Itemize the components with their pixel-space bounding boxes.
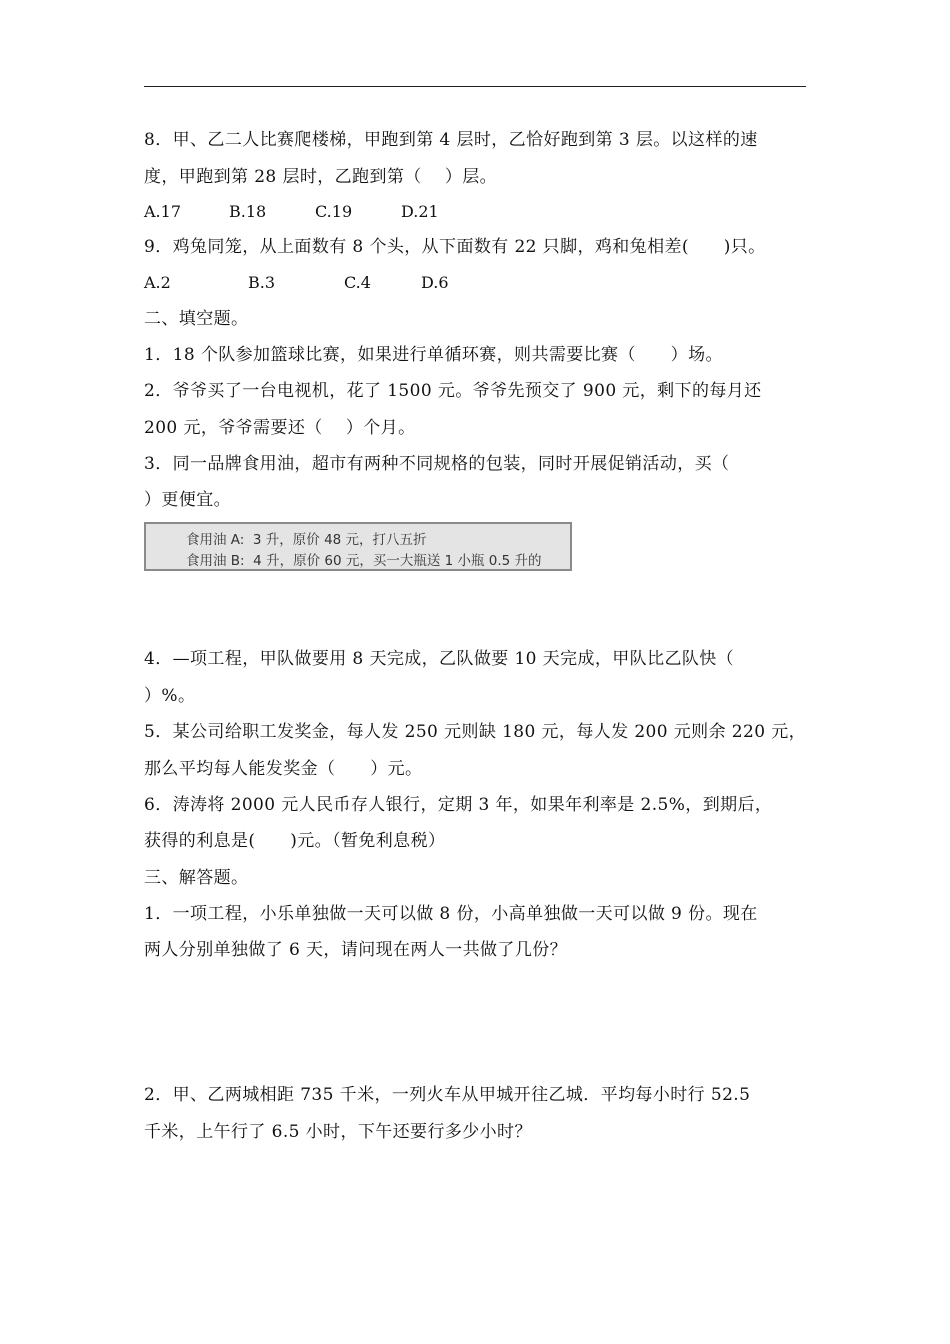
section3-heading: 三、解答题。 bbox=[144, 868, 249, 888]
section2-heading: 二、填空题。 bbox=[144, 309, 249, 329]
s2-q5-line2: 那么平均每人能发奖金（ ）元。 bbox=[144, 759, 423, 779]
q8-line2: 度，甲跑到第 28 层时，乙跑到第（ ）层。 bbox=[144, 167, 498, 187]
s3-q1-line2: 两人分别单独做了 6 天，请问现在两人一共做了几份？ bbox=[144, 940, 568, 960]
q9-option-d: D.6 bbox=[421, 273, 449, 292]
s2-q3-line1: 3．同一品牌食用油，超市有两种不同规格的包装，同时开展促销活动，买（ bbox=[144, 454, 730, 474]
q8-option-b: B.18 bbox=[229, 202, 267, 221]
q9-option-c: C.4 bbox=[344, 273, 371, 292]
s2-q2-line1: 2．爷爷买了一台电视机，花了 1500 元。爷爷先预交了 900 元，剩下的每月还 bbox=[144, 381, 762, 401]
s2-q6-line1: 6．涛涛将 2000 元人民币存人银行，定期 3 年，如果年利率是 2.5%，到期后， bbox=[144, 795, 773, 815]
s2-q5-line1: 5．某公司给职工发奖金，每人发 250 元则缺 180 元，每人发 200 元则余 220 元， bbox=[144, 722, 807, 742]
q9-line1: 9．鸡兔同笼，从上面数有 8 个头，从下面数有 22 只脚，鸡和兔相差( )只。 bbox=[144, 237, 766, 257]
s2-q4-line2: ）%。 bbox=[144, 686, 196, 706]
q8-option-d: D.21 bbox=[401, 202, 439, 221]
header-rule bbox=[144, 86, 806, 87]
q9-option-a: A.2 bbox=[144, 273, 171, 292]
s2-q1: 1．18 个队参加篮球比赛，如果进行单循环赛，则共需要比赛（ ）场。 bbox=[144, 345, 723, 365]
s3-q2-line2: 千米，上午行了 6.5 小时，下午还要行多少小时？ bbox=[144, 1122, 532, 1142]
s2-q4-line1: 4．—项工程，甲队做要用 8 天完成，乙队做要 10 天完成，甲队比乙队快（ bbox=[144, 649, 735, 669]
s2-q2-line2: 200 元，爷爷需要还（ ）个月。 bbox=[144, 418, 416, 438]
oil-b-text: 食用油 B: 4 升，原价 60 元，买一大瓶送 1 小瓶 0.5 升的 bbox=[186, 553, 542, 569]
q9-option-b: B.3 bbox=[248, 273, 276, 292]
s2-q6-line2: 获得的利息是( )元。（暂免利息税） bbox=[144, 831, 446, 851]
oil-a-text: 食用油 A: 3 升，原价 48 元，打八五折 bbox=[186, 532, 427, 548]
q8-option-c: C.19 bbox=[315, 202, 353, 221]
q8-line1: 8．甲、乙二人比赛爬楼梯，甲跑到第 4 层时，乙恰好跑到第 3 层。以这样的速 bbox=[144, 130, 758, 150]
s3-q2-line1: 2．甲、乙两城相距 735 千米，一列火车从甲城开往乙城．平均每小时行 52.5 bbox=[144, 1085, 751, 1105]
oil-info-box bbox=[144, 522, 572, 571]
q8-option-a: A.17 bbox=[144, 202, 181, 221]
s2-q3-line2: ）更便宜。 bbox=[144, 490, 231, 510]
s3-q1-line1: 1．一项工程，小乐单独做一天可以做 8 份，小高单独做一天可以做 9 份。现在 bbox=[144, 904, 758, 924]
